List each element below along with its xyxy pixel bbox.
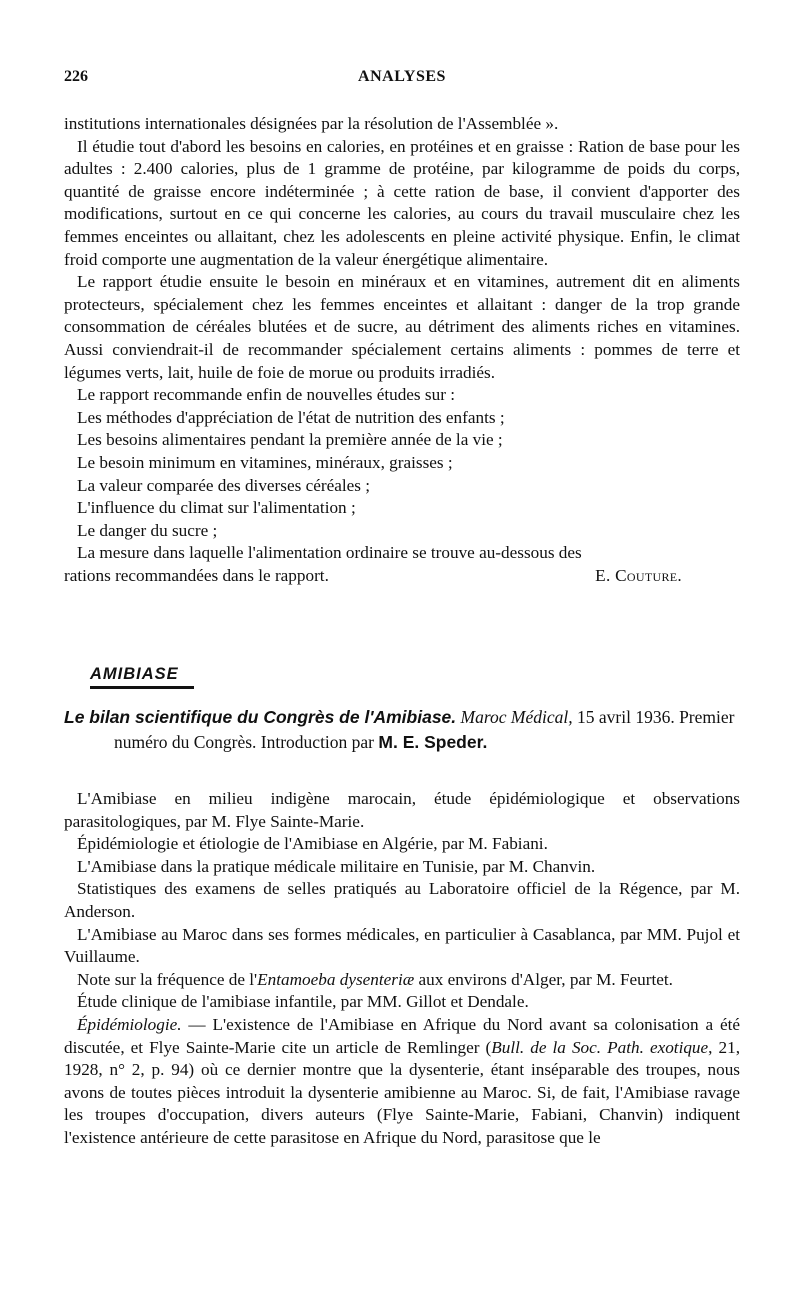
paragraph: Épidémiologie et étiologie de l'Amibiase en Algérie, par M. Fabiani.	[77, 834, 548, 854]
paragraph: L'Amibiase en milieu indigène marocain, étude épidémiologique et observations parasitologiques, par M. Flye Sainte-Marie.	[64, 789, 740, 831]
page-header	[64, 68, 740, 92]
paragraph: Le rapport recommande enfin de nouvelles études sur :	[77, 385, 455, 405]
paragraph: Le rapport étudie ensuite le besoin en minéraux et en vitamines, autrement dit en aliments protecteurs, spécialement chez les femmes enceintes et allaitant : danger de la trop grande consommation de céréales blutées et de sucre, au détriment des aliments riches en vitamines. Aussi conviendrait-il de recommander spécialement certains aliments : pommes de terre et légumes verts, lait, huile de foie de morue ou produits irradiés.	[64, 272, 740, 382]
paragraph	[64, 969, 740, 992]
paragraph: Étude clinique de l'amibiase infantile, par MM. Gillot et Dendale.	[77, 992, 529, 1012]
paragraph: L'Amibiase dans la pratique médicale militaire en Tunisie, par M. Chanvin.	[77, 856, 596, 876]
amibiase-text	[64, 788, 740, 1150]
reference-details: 15 avril 1936. Premier numéro du Congrès. Introduction par	[114, 707, 735, 752]
running-title: ANALYSES	[358, 68, 446, 85]
text-run: , 21, 1928, n° 2, p. 94)	[64, 1037, 741, 1080]
subsection-label: Épidémiologie.	[77, 1014, 182, 1034]
paragraph	[64, 1014, 740, 1150]
reference-author: M. E. Speder.	[378, 732, 488, 752]
nutrition-report-text	[64, 113, 740, 587]
bibliographic-reference	[64, 705, 740, 755]
closing-text: rations recommandées dans le rapport.	[64, 565, 329, 585]
paragraph: Statistiques des examens de selles pratiqués au Laboratoire officiel de la Régence, par M. Anderson.	[64, 879, 740, 921]
list-item: La mesure dans laquelle l'alimentation ordinaire se trouve au-dessous des	[77, 543, 582, 563]
text-run: aux environs d'Alger, par M. Feurtet.	[414, 969, 673, 989]
closing-line	[64, 565, 740, 588]
study-list	[64, 407, 740, 565]
species-name: Entamoeba dysenteriæ	[257, 969, 415, 989]
section-heading: AMIBIASE	[90, 665, 179, 683]
paragraph: institutions internationales désignées par la résolution de l'Assemblée ».	[64, 114, 559, 133]
paragraph: Il étudie tout d'abord les besoins en calories, en protéines et en graisse : Ration de base pour les adultes : 2.400 calories, plus de 1 gramme de protéine, par kilogramme de poids du corps, quantité de graisse encore indéterminée ; à cette ration de base, il convient d'apporter des modifications, surtout en ce qui concerne les calories, au cours du travail musculaire chez les femmes enceintes ou allaitant, chez les adolescents en pleine activité physique. Enfin, le climat froid comporte une augmentation de la valeur énergétique alimentaire.	[64, 136, 740, 269]
list-item: Les méthodes d'appréciation de l'état de nutrition des enfants ;	[77, 407, 505, 427]
list-item: L'influence du climat sur l'alimentation ;	[77, 498, 356, 518]
list-item: Les besoins alimentaires pendant la première année de la vie ;	[77, 430, 503, 450]
list-item: Le besoin minimum en vitamines, minéraux, graisses ;	[77, 452, 453, 472]
reference-source: Maroc Médical,	[460, 707, 573, 727]
list-item: La valeur comparée des diverses céréales ;	[77, 475, 370, 495]
list-item: Le danger du sucre ;	[77, 520, 218, 540]
text-run: Note sur la fréquence de l'	[77, 969, 258, 989]
text-run: — L'existence de l'Amibiase en Afrique du Nord avant sa colonisation a été discutée, et Flye Sainte-Marie cite un article de Remlinger (	[64, 1014, 740, 1057]
paragraph: L'Amibiase au Maroc dans ses formes médicales, en particulier à Casablanca, par MM. Pujol et Vuillaume.	[64, 924, 740, 967]
journal-name: Bull. de la Soc. Path. exotique	[491, 1037, 709, 1057]
page-number: 226	[64, 68, 88, 85]
section-underline	[90, 686, 194, 689]
reference-title: Le bilan scientifique du Congrès de l'Amibiase.	[64, 707, 457, 727]
author-signature: E. Couture.	[595, 565, 682, 585]
text-run: où ce dernier montre que la dysenterie, étant inséparable des troupes, nous avons de toutes pièces introduit la dysenterie amibienne au Maroc. Si, de fait, l'Amibiase ravage les troupes d'occupation, divers auteurs (Flye Sainte-Marie, Fabiani, Chanvin) indiquent l'existence antérieure de cette parasitose en Afrique du Nord, parasitose que le	[64, 1060, 740, 1147]
